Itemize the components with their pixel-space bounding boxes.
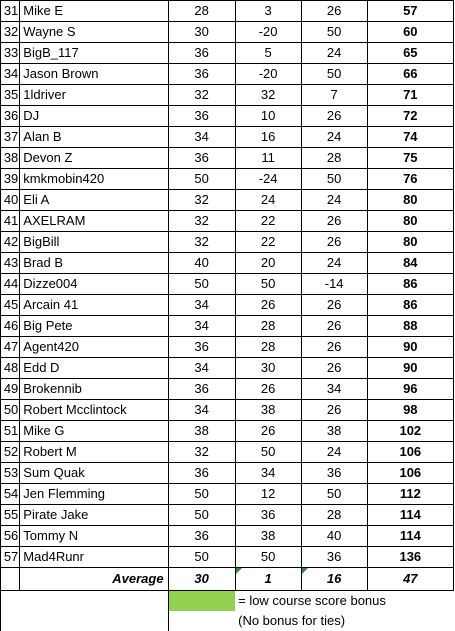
rank-cell: 44 xyxy=(1,274,20,295)
course-a-score: 50 xyxy=(168,547,235,568)
total-score: 60 xyxy=(367,22,453,43)
average-total: 47 xyxy=(367,568,453,591)
total-score: 136 xyxy=(367,547,453,568)
total-score: 65 xyxy=(367,43,453,64)
course-a-score: 50 xyxy=(168,169,235,190)
total-score: 98 xyxy=(367,400,453,421)
player-name: Jason Brown xyxy=(20,64,168,85)
course-b-score: 34 xyxy=(235,463,301,484)
course-c-score: 26 xyxy=(301,337,367,358)
course-c-score: -14 xyxy=(301,274,367,295)
table-row xyxy=(1,400,454,421)
total-score: 80 xyxy=(367,211,453,232)
player-name: Edd D xyxy=(20,358,168,379)
course-c-score: 24 xyxy=(301,127,367,148)
player-name: Mike E xyxy=(20,1,168,22)
rank-cell: 38 xyxy=(1,148,20,169)
rank-cell: 46 xyxy=(1,316,20,337)
rank-cell: 48 xyxy=(1,358,20,379)
rank-cell: 43 xyxy=(1,253,20,274)
course-a-score: 34 xyxy=(168,400,235,421)
table-row xyxy=(1,1,454,22)
course-a-score: 32 xyxy=(168,232,235,253)
course-c-score: 26 xyxy=(301,316,367,337)
rank-cell: 42 xyxy=(1,232,20,253)
course-c-score: 26 xyxy=(301,211,367,232)
rank-cell: 52 xyxy=(1,442,20,463)
course-c-score: 26 xyxy=(301,1,367,22)
table-row xyxy=(1,127,454,148)
table-row xyxy=(1,547,454,568)
table-row xyxy=(1,526,454,547)
total-score: 112 xyxy=(367,484,453,505)
course-c-score: 50 xyxy=(301,484,367,505)
course-c-score: 50 xyxy=(301,64,367,85)
legend-row-bonus xyxy=(1,591,454,612)
course-b-score: 11 xyxy=(235,148,301,169)
course-c-score: 36 xyxy=(301,463,367,484)
course-b-score: 26 xyxy=(235,421,301,442)
course-a-score: 34 xyxy=(168,295,235,316)
player-name: Brad B xyxy=(20,253,168,274)
course-a-score: 32 xyxy=(168,442,235,463)
legend-ties-text: (No bonus for ties) xyxy=(235,611,453,631)
average-rank-cell xyxy=(1,568,20,591)
total-score: 76 xyxy=(367,169,453,190)
rank-cell: 54 xyxy=(1,484,20,505)
average-course-c: 16 xyxy=(301,568,367,591)
course-c-score: 24 xyxy=(301,253,367,274)
course-c-score: 26 xyxy=(301,106,367,127)
course-a-score: 50 xyxy=(168,484,235,505)
course-c-score: 38 xyxy=(301,421,367,442)
player-name: Jen Flemming xyxy=(20,484,168,505)
course-b-score: -20 xyxy=(235,22,301,43)
total-score: 90 xyxy=(367,337,453,358)
player-name: Wayne S xyxy=(20,22,168,43)
player-name: Robert Mcclintock xyxy=(20,400,168,421)
legend-spacer xyxy=(20,611,168,631)
course-b-score: 22 xyxy=(235,232,301,253)
course-c-score: 24 xyxy=(301,43,367,64)
table-row xyxy=(1,43,454,64)
player-name: Mad4Runr xyxy=(20,547,168,568)
player-name: Big Pete xyxy=(20,316,168,337)
course-b-score: 50 xyxy=(235,547,301,568)
course-a-score: 50 xyxy=(168,274,235,295)
course-c-score: 26 xyxy=(301,295,367,316)
rank-cell: 31 xyxy=(1,1,20,22)
course-a-score: 36 xyxy=(168,463,235,484)
rank-cell: 53 xyxy=(1,463,20,484)
course-c-score: 24 xyxy=(301,442,367,463)
course-b-score: 36 xyxy=(235,505,301,526)
course-b-score: 50 xyxy=(235,274,301,295)
total-score: 106 xyxy=(367,463,453,484)
table-row xyxy=(1,106,454,127)
total-score: 57 xyxy=(367,1,453,22)
course-c-score: 34 xyxy=(301,379,367,400)
course-b-score: 26 xyxy=(235,295,301,316)
table-row xyxy=(1,358,454,379)
course-a-score: 34 xyxy=(168,127,235,148)
course-b-score: 22 xyxy=(235,211,301,232)
rank-cell: 45 xyxy=(1,295,20,316)
course-b-score: 16 xyxy=(235,127,301,148)
table-row xyxy=(1,169,454,190)
course-a-score: 32 xyxy=(168,85,235,106)
rank-cell: 33 xyxy=(1,43,20,64)
rank-cell: 37 xyxy=(1,127,20,148)
table-row xyxy=(1,421,454,442)
player-name: Tommy N xyxy=(20,526,168,547)
course-b-score: 20 xyxy=(235,253,301,274)
legend-row-ties xyxy=(1,611,454,631)
total-score: 96 xyxy=(367,379,453,400)
table-row xyxy=(1,64,454,85)
course-a-score: 38 xyxy=(168,421,235,442)
rank-cell: 51 xyxy=(1,421,20,442)
table-row xyxy=(1,442,454,463)
player-name: DJ xyxy=(20,106,168,127)
course-c-score: 24 xyxy=(301,190,367,211)
player-name: Sum Quak xyxy=(20,463,168,484)
rank-cell: 50 xyxy=(1,400,20,421)
course-b-score: -24 xyxy=(235,169,301,190)
course-a-score: 32 xyxy=(168,211,235,232)
rank-cell: 49 xyxy=(1,379,20,400)
table-row xyxy=(1,190,454,211)
player-name: kmkmobin420 xyxy=(20,169,168,190)
course-c-score: 40 xyxy=(301,526,367,547)
total-score: 114 xyxy=(367,526,453,547)
rank-cell: 56 xyxy=(1,526,20,547)
course-a-score: 36 xyxy=(168,379,235,400)
player-name: Dizze004 xyxy=(20,274,168,295)
standings-footer xyxy=(1,568,454,631)
course-b-score: -20 xyxy=(235,64,301,85)
course-a-score: 34 xyxy=(168,316,235,337)
course-a-score: 36 xyxy=(168,337,235,358)
table-row xyxy=(1,505,454,526)
rank-cell: 39 xyxy=(1,169,20,190)
legend-spacer xyxy=(168,611,235,631)
average-label: Average xyxy=(20,568,168,591)
course-a-score: 36 xyxy=(168,106,235,127)
rank-cell: 47 xyxy=(1,337,20,358)
total-score: 102 xyxy=(367,421,453,442)
rank-cell: 40 xyxy=(1,190,20,211)
table-row xyxy=(1,85,454,106)
player-name: AXELRAM xyxy=(20,211,168,232)
course-b-score: 3 xyxy=(235,1,301,22)
course-b-score: 38 xyxy=(235,400,301,421)
course-c-score: 7 xyxy=(301,85,367,106)
rank-cell: 34 xyxy=(1,64,20,85)
standings-body xyxy=(1,1,454,568)
table-row xyxy=(1,295,454,316)
total-score: 75 xyxy=(367,148,453,169)
rank-cell: 57 xyxy=(1,547,20,568)
course-c-score: 26 xyxy=(301,232,367,253)
rank-cell: 35 xyxy=(1,85,20,106)
rank-cell: 41 xyxy=(1,211,20,232)
course-a-score: 34 xyxy=(168,358,235,379)
course-a-score: 40 xyxy=(168,253,235,274)
total-score: 106 xyxy=(367,442,453,463)
total-score: 90 xyxy=(367,358,453,379)
course-c-score: 50 xyxy=(301,169,367,190)
player-name: Devon Z xyxy=(20,148,168,169)
course-b-score: 24 xyxy=(235,190,301,211)
table-row xyxy=(1,484,454,505)
course-a-score: 36 xyxy=(168,526,235,547)
total-score: 66 xyxy=(367,64,453,85)
player-name: Brokennib xyxy=(20,379,168,400)
average-course-a: 30 xyxy=(168,568,235,591)
total-score: 86 xyxy=(367,295,453,316)
player-name: Robert M xyxy=(20,442,168,463)
legend-swatch xyxy=(168,591,235,612)
player-name: 1ldriver xyxy=(20,85,168,106)
total-score: 71 xyxy=(367,85,453,106)
table-row xyxy=(1,337,454,358)
course-a-score: 36 xyxy=(168,148,235,169)
total-score: 86 xyxy=(367,274,453,295)
course-b-score: 28 xyxy=(235,337,301,358)
table-row xyxy=(1,316,454,337)
total-score: 88 xyxy=(367,316,453,337)
table-row xyxy=(1,148,454,169)
player-name: Pirate Jake xyxy=(20,505,168,526)
total-score: 74 xyxy=(367,127,453,148)
average-course-b: 1 xyxy=(235,568,301,591)
total-score: 80 xyxy=(367,190,453,211)
course-c-score: 26 xyxy=(301,358,367,379)
legend-spacer xyxy=(1,611,20,631)
course-c-score: 50 xyxy=(301,22,367,43)
course-a-score: 28 xyxy=(168,1,235,22)
legend-spacer xyxy=(1,591,20,612)
course-c-score: 28 xyxy=(301,505,367,526)
table-row xyxy=(1,232,454,253)
course-a-score: 32 xyxy=(168,190,235,211)
total-score: 72 xyxy=(367,106,453,127)
player-name: Mike G xyxy=(20,421,168,442)
legend-spacer xyxy=(20,591,168,612)
course-b-score: 26 xyxy=(235,379,301,400)
table-row xyxy=(1,463,454,484)
course-b-score: 12 xyxy=(235,484,301,505)
player-name: Alan B xyxy=(20,127,168,148)
average-row xyxy=(1,568,454,591)
legend-bonus-text: = low course score bonus xyxy=(235,591,453,612)
course-b-score: 30 xyxy=(235,358,301,379)
table-row xyxy=(1,253,454,274)
table-row xyxy=(1,274,454,295)
player-name: BigB_117 xyxy=(20,43,168,64)
player-name: BigBill xyxy=(20,232,168,253)
course-b-score: 50 xyxy=(235,442,301,463)
table-row xyxy=(1,379,454,400)
course-a-score: 50 xyxy=(168,505,235,526)
player-name: Agent420 xyxy=(20,337,168,358)
course-c-score: 36 xyxy=(301,547,367,568)
table-row xyxy=(1,22,454,43)
course-b-score: 28 xyxy=(235,316,301,337)
course-b-score: 32 xyxy=(235,85,301,106)
player-name: Eli A xyxy=(20,190,168,211)
course-b-score: 38 xyxy=(235,526,301,547)
rank-cell: 55 xyxy=(1,505,20,526)
course-c-score: 26 xyxy=(301,400,367,421)
course-b-score: 10 xyxy=(235,106,301,127)
total-score: 114 xyxy=(367,505,453,526)
rank-cell: 32 xyxy=(1,22,20,43)
total-score: 80 xyxy=(367,232,453,253)
course-a-score: 36 xyxy=(168,43,235,64)
total-score: 84 xyxy=(367,253,453,274)
course-a-score: 36 xyxy=(168,64,235,85)
course-b-score: 5 xyxy=(235,43,301,64)
course-c-score: 28 xyxy=(301,148,367,169)
table-row xyxy=(1,211,454,232)
player-name: Arcain 41 xyxy=(20,295,168,316)
course-a-score: 30 xyxy=(168,22,235,43)
rank-cell: 36 xyxy=(1,106,20,127)
